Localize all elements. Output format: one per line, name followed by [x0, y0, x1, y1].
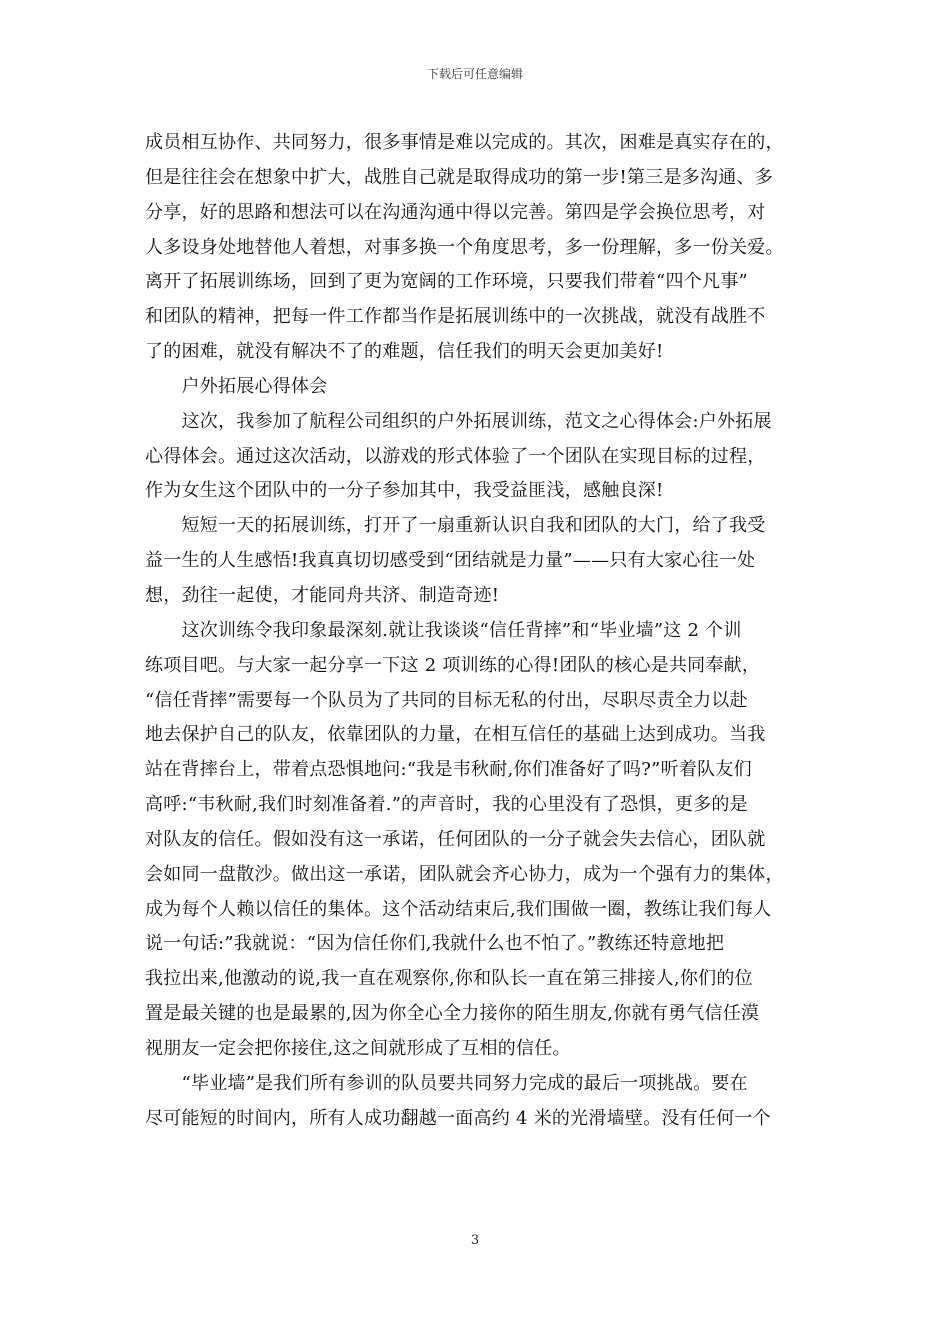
text-line: 了的困难，就没有解决不了的难题，信任我们的明天会更加美好!: [145, 341, 664, 363]
page-header: 下载后可任意编辑: [426, 67, 523, 81]
text-line: “信任背摔”需要每一个队员为了共同的目标无私的付出，尽职尽责全力以赴: [145, 689, 748, 711]
text-line: 这次训练令我印象最深刻.就让我谈谈“信任背摔”和“毕业墙”这 2 个训: [145, 619, 742, 641]
text-line: 视朋友一定会把你接住,这之间就形成了互相的信任。: [145, 1037, 571, 1059]
text-line: 益一生的人生感悟!我真真切切感受到“团结就是力量”——只有大家心往一处: [145, 550, 756, 572]
text-line: 这次，我参加了航程公司组织的户外拓展训练，范文之心得体会:户外拓展: [145, 410, 772, 432]
text-line: 离开了拓展训练场，回到了更为宽阔的工作环境，只要我们带着“四个凡事”: [145, 271, 748, 293]
page-number: 3: [470, 1233, 480, 1248]
text-line: 置是最关键的也是最累的,因为你全心全力接你的陌生朋友,你就有勇气信任漠: [145, 1003, 760, 1025]
text-line: 高呼:“韦秋耐,我们时刻准备着.”的声音时，我的心里没有了恐惧，更多的是: [145, 794, 748, 816]
text-line: 会如同一盘散沙。做出这一承诺，团队就会齐心协力，成为一个强有力的集体，: [145, 863, 784, 885]
text-line: 站在背摔台上，带着点恐惧地问:“我是韦秋耐,你们准备好了吗?”听着队友们: [145, 759, 752, 781]
text-line: 我拉出来,他激动的说,我一直在观察你,你和队长一直在第三排接人,你们的位: [145, 968, 753, 990]
text-line: 想，劲往一起使，才能同舟共济、制造奇迹!: [145, 584, 500, 606]
text-line: 练项目吧。与大家一起分享一下这 2 项训练的心得!团队的核心是共同奉献，: [145, 654, 761, 676]
text-line: 和团队的精神，把每一件工作都当作是拓展训练中的一次挑战，就没有战胜不: [145, 306, 766, 328]
text-line: 作为女生这个团队中的一分子参加其中，我受益匪浅，感触良深!: [145, 480, 664, 502]
text-line: 人多设身处地替他人着想，对事多换一个角度思考，多一份理解，多一份关爱。: [145, 236, 784, 258]
text-line: 成员相互协作、共同努力，很多事情是难以完成的。其次，困难是真实存在的，: [145, 132, 784, 153]
text-line: 分享，好的思路和想法可以在沟通沟通中得以完善。第四是学会换位思考，对: [145, 201, 766, 223]
text-line: 地去保护自己的队友，依靠团队的力量，在相互信任的基础上达到成功。当我: [145, 724, 766, 746]
text-line: 尽可能短的时间内，所有人成功翻越一面高约 4 米的光滑墙壁。没有任何一个: [145, 1107, 771, 1129]
text-line: “毕业墙”是我们所有参训的队员要共同努力完成的最后一项挑战。要在: [145, 1072, 748, 1094]
text-line: 说一句话:”我就说：“因为信任你们,我就什么也不怕了。”教练还特意地把: [145, 933, 725, 955]
document-body: [145, 126, 810, 1136]
text-line: 成为每个人赖以信任的集体。这个活动结束后,我们围做一圈，教练让我们每人: [145, 898, 772, 920]
text-line: 但是往往会在想象中扩大，战胜自己就是取得成功的第一步!第三是多沟通、多: [145, 166, 773, 188]
text-line: 户外拓展心得体会: [145, 375, 328, 397]
text-line: 对队友的信任。假如没有这一承诺，任何团队的一分子就会失去信心，团队就: [145, 828, 766, 850]
text-line: 短短一天的拓展训练，打开了一扇重新认识自我和团队的大门，给了我受: [145, 515, 766, 537]
text-line: 心得体会。通过这次活动，以游戏的形式体验了一个团队在实现目标的过程，: [145, 445, 766, 467]
